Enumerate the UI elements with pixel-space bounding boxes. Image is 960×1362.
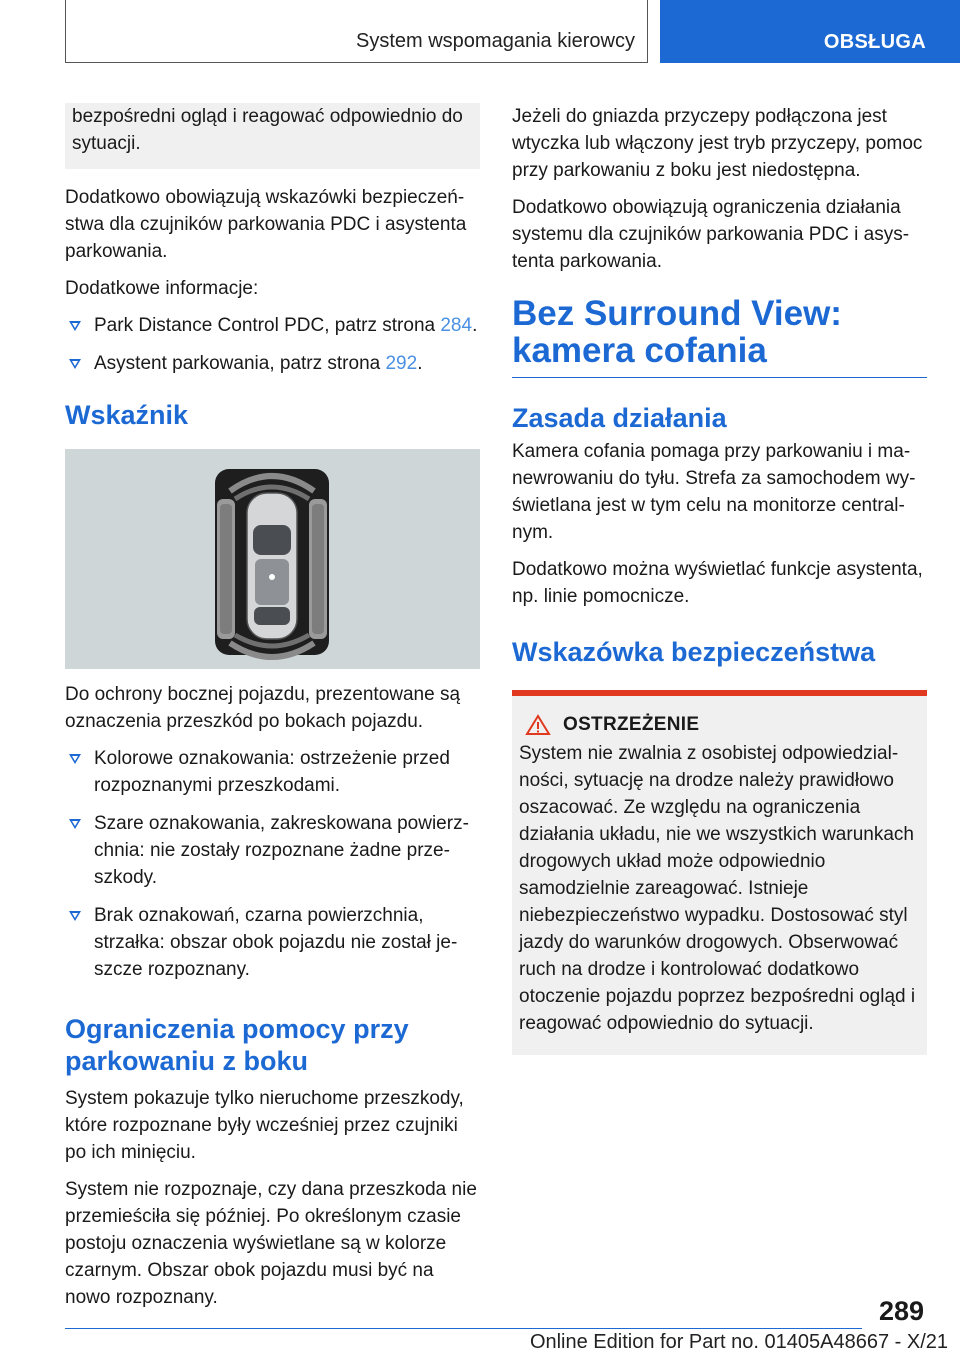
page-number: 289: [878, 1296, 924, 1326]
heading-safety: Wskazówka bezpieczeństwa: [512, 637, 876, 667]
warning-box: [512, 690, 927, 1055]
bullet-triangle-icon: [69, 321, 81, 331]
list-item-text: Szare oznakowania, zakreskowana powierzchnia: nie zostały rozpoznane żadne przeszkody.: [94, 813, 469, 888]
car-top-view-illustration: [65, 449, 480, 669]
footer-rule: [65, 1328, 862, 1329]
ref-suffix: .: [472, 315, 478, 336]
warning-text: System nie zwalnia z osobistej odpowiedzialności, sytuację na drodze należy prawidłowo oszacować. Ze względu na ograniczenia działania układu, nie we wszystkich warunkach drogowych układ może odpowiednio samodzielnie zareagować. Istnieje niebezpieczeństwo wypadku. Dostosować styl jazdy do warunków drogowych. Obserwować ruch na drodze i kontrolować dodatkowo otoczenie pojazdu poprzez bezpośredni ogląd i reagować odpowiednio do sytuacji.: [519, 743, 916, 1034]
ref-suffix: .: [417, 353, 423, 374]
continued-note-text: bezpośredni ogląd i reagować odpowiednio do sytuacji.: [72, 106, 463, 154]
list-item: [65, 902, 480, 983]
parking-indicator-image: [65, 449, 480, 669]
heading-principle: Zasada działania: [512, 403, 727, 433]
bullet-triangle-icon: [69, 819, 81, 829]
bullet-triangle-icon: [69, 359, 81, 369]
additional-info-label: Dodatkowe informacje:: [65, 278, 259, 299]
ref-text: Asystent parkowania, patrz strona: [94, 353, 386, 374]
left-column: [65, 103, 480, 1321]
principle-paragraph-2: Dodatkowo można wyświetlać funkcje asystenta, np. linie pomocnicze.: [512, 559, 923, 607]
page-link[interactable]: 292: [385, 353, 418, 374]
bullet-triangle-icon: [69, 754, 81, 764]
limits-paragraph-2: System nie rozpoznaje, czy dana przeszkoda nie przemieściła się później. Po określonym czasie postoju oznaczenia wyświetlane są w kolorze czarnym. Obszar obok pojazdu musi być na nowo rozpoznany.: [65, 1179, 477, 1308]
heading-limits: Ograniczenia pomocy przy parkowaniu z boku: [65, 1014, 409, 1076]
section-tab-label: OBSŁUGA: [823, 31, 926, 53]
list-item: [65, 350, 480, 377]
heading-indicator: Wskaźnik: [65, 400, 189, 430]
section-tab[interactable]: [660, 0, 960, 63]
heading-rear-camera: Bez Surround View: kamera cofania: [512, 295, 927, 378]
list-item: [65, 745, 480, 799]
list-item-text: Brak oznakowań, czarna powierzchnia, strzałka: obszar obok pojazdu nie został jeszcze rozpoznany.: [94, 905, 458, 980]
reference-list: [65, 312, 480, 377]
trailer-paragraph: Jeżeli do gniazda przyczepy podłączona jest wtyczka lub włączony jest tryb przyczepy, pomoc przy parkowaniu z boku jest niedostępna.: [512, 106, 923, 181]
ref-text: Park Distance Control PDC, patrz strona: [94, 315, 441, 336]
warning-triangle-icon: [525, 714, 551, 736]
edition-footer: Online Edition for Part no. 01405A48667 - X/21: [529, 1331, 948, 1353]
limits-reference-paragraph: Dodatkowo obowiązują ograniczenia działania systemu dla czujników parkowania PDC i asystenta parkowania.: [512, 197, 910, 272]
list-item-text: Kolorowe oznakowania: ostrzeżenie przed rozpoznanymi przeszkodami.: [94, 748, 450, 796]
page-link[interactable]: 284: [440, 315, 473, 336]
list-item: [65, 810, 480, 891]
header-frame: [65, 0, 648, 63]
indicator-description: Do ochrony bocznej pojazdu, prezentowane są oznaczenia przeszkód po bokach pojazdu.: [65, 684, 461, 732]
section-title: System wspomagania kierowcy: [356, 30, 635, 52]
warning-header: [519, 714, 920, 736]
continued-note: [65, 103, 480, 169]
indicator-list: [65, 745, 480, 983]
warning-title: OSTRZEŻENIE: [563, 714, 700, 735]
bullet-triangle-icon: [69, 911, 81, 921]
list-item: [65, 312, 480, 339]
principle-paragraph-1: Kamera cofania pomaga przy parkowaniu i manewrowaniu do tyłu. Strefa za samochodem wyświetlana jest w tym celu na monitorze centralnym.: [512, 441, 916, 543]
limits-paragraph-1: System pokazuje tylko nieruchome przeszkody, które rozpoznane były wcześniej przez czujniki po ich minięciu.: [65, 1088, 464, 1163]
safety-reference-paragraph: Dodatkowo obowiązują wskazówki bezpieczeństwa dla czujników parkowania PDC i asystenta parkowania.: [65, 187, 467, 262]
right-column: [512, 103, 927, 1055]
